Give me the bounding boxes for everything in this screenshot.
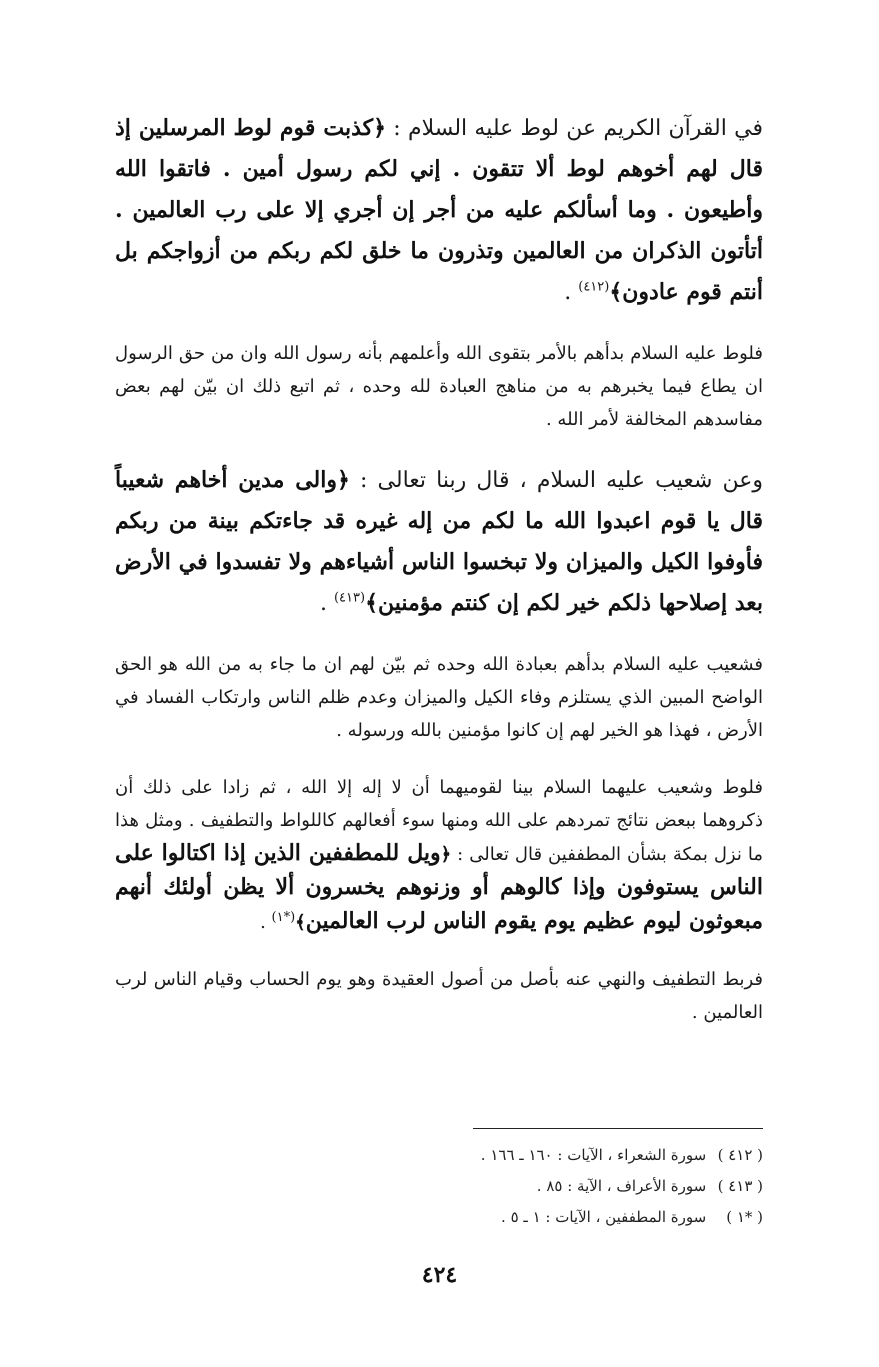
main-text xyxy=(115,108,763,1053)
footnote-ref[interactable]: (٤١٣) xyxy=(333,590,366,606)
paragraph-shuaib-commentary: فشعيب عليه السلام بدأهم بعبادة الله وحده ثم بيّن لهم ان ما جاء به من الله هو الحق الواضح المبين الذي يستلزم وفاء الكيل والميزان وعدم ظلم الناس وارتكاب الفساد في الأرض ، فهذا هو الخير لهم إن كانوا مؤمنين بالله ورسوله . xyxy=(115,654,763,741)
quran-close-bracket: ﴾ xyxy=(365,590,378,616)
footnote-item xyxy=(403,1202,763,1233)
footnotes xyxy=(403,1140,763,1233)
footnote-ref[interactable]: (٤١٢) xyxy=(578,279,610,295)
paragraph-shuaib-quote xyxy=(115,460,763,624)
quran-close-bracket: ﴾ xyxy=(609,279,623,305)
paragraph-lot-commentary: فلوط عليه السلام بدأهم بالأمر بتقوى الله وأعلمهم بأنه رسول الله وان من حق الرسول ان يطاع فيما يخبرهم به من مناهج العبادة لله وحده ، ثم اتبع ذلك ان بيّن لهم بعض مفاسدهم المخالفة لأمر الله . xyxy=(115,343,763,430)
paragraph-tail: . xyxy=(319,591,334,616)
footnote-text: سورة المطففين ، الآيات : ١ ـ ٥ . xyxy=(501,1208,707,1226)
paragraph-intro: فلوط وشعيب عليهما السلام بينا لقوميهما أن لا إله إلا الله ، ثم زادا على ذلك أن ذكروهما ببعض نتائج تمردهم على الله ومنها سوء أفعالهم كاللواط والتطفيف . ومثل هذا ما نزل بمكة بشأن المطففين قال تعالى : xyxy=(115,777,763,865)
footnote-item xyxy=(403,1171,763,1202)
paragraph-tail: . xyxy=(564,280,579,305)
footnote-text: سورة الأعراف ، الآية : ٨٥ . xyxy=(536,1177,707,1195)
footnote-number: ( ٤١٣ ) xyxy=(717,1177,763,1195)
footnote-number: ( ٤١٢ ) xyxy=(717,1146,763,1164)
quran-open-bracket: ﴿ xyxy=(337,467,350,493)
quran-close-bracket: ﴾ xyxy=(295,912,306,933)
paragraph-intro: وعن شعيب عليه السلام ، قال ربنا تعالى : xyxy=(349,468,763,493)
paragraph-conclusion: فربط التطفيف والنهي عنه بأصل من أصول العقيدة وهو يوم الحساب وقيام الناس لرب العالمين . xyxy=(115,969,763,1023)
paragraph-intro: في القرآن الكريم عن لوط عليه السلام : xyxy=(386,116,763,141)
footnote-divider xyxy=(473,1128,763,1129)
quran-verse: والى مدين أخاهم شعيباً قال يا قوم اعبدوا الله ما لكم من إله غيره قد جاءتكم بينة من ربكم فأوفوا الكيل والميزان ولا تبخسوا الناس أشياءهم ولا تفسدوا في الأرض بعد إصلاحها ذلكم خير لكم إن كنتم مؤمنين xyxy=(115,467,763,616)
footnote-ref[interactable]: (*١) xyxy=(271,910,296,925)
quran-open-bracket: ﴿ xyxy=(373,115,386,141)
quran-open-bracket: ﴿ xyxy=(440,844,452,865)
footnote-item xyxy=(403,1140,763,1171)
paragraph-mutaffifin xyxy=(115,771,763,939)
paragraph-tail: . xyxy=(260,912,272,933)
quran-verse: كذبت قوم لوط المرسلين إذ قال لهم أخوهم لوط ألا تتقون . إني لكم رسول أمين . فاتقوا الله وأطيعون . وما أسألكم عليه من أجر إن أجري إلا على رب العالمين . أتأتون الذكران من العالمين وتذرون ما خلق لكم ربكم من أزواجكم بل أنتم قوم عادون xyxy=(115,115,763,305)
paragraph-lot-quote xyxy=(115,108,763,313)
quran-verse: ويل للمطففين الذين إذا اكتالوا على الناس يستوفون وإذا كالوهم أو وزنوهم يخسرون ألا يظن أولئك أنهم مبعوثون ليوم عظيم يوم يقوم الناس لرب العالمين xyxy=(115,840,763,934)
page-number: ٤٢٤ xyxy=(421,1262,458,1288)
footnote-number: ( *١ ) xyxy=(726,1208,763,1226)
footnote-text: سورة الشعراء ، الآيات : ١٦٠ ـ ١٦٦ . xyxy=(480,1146,707,1164)
